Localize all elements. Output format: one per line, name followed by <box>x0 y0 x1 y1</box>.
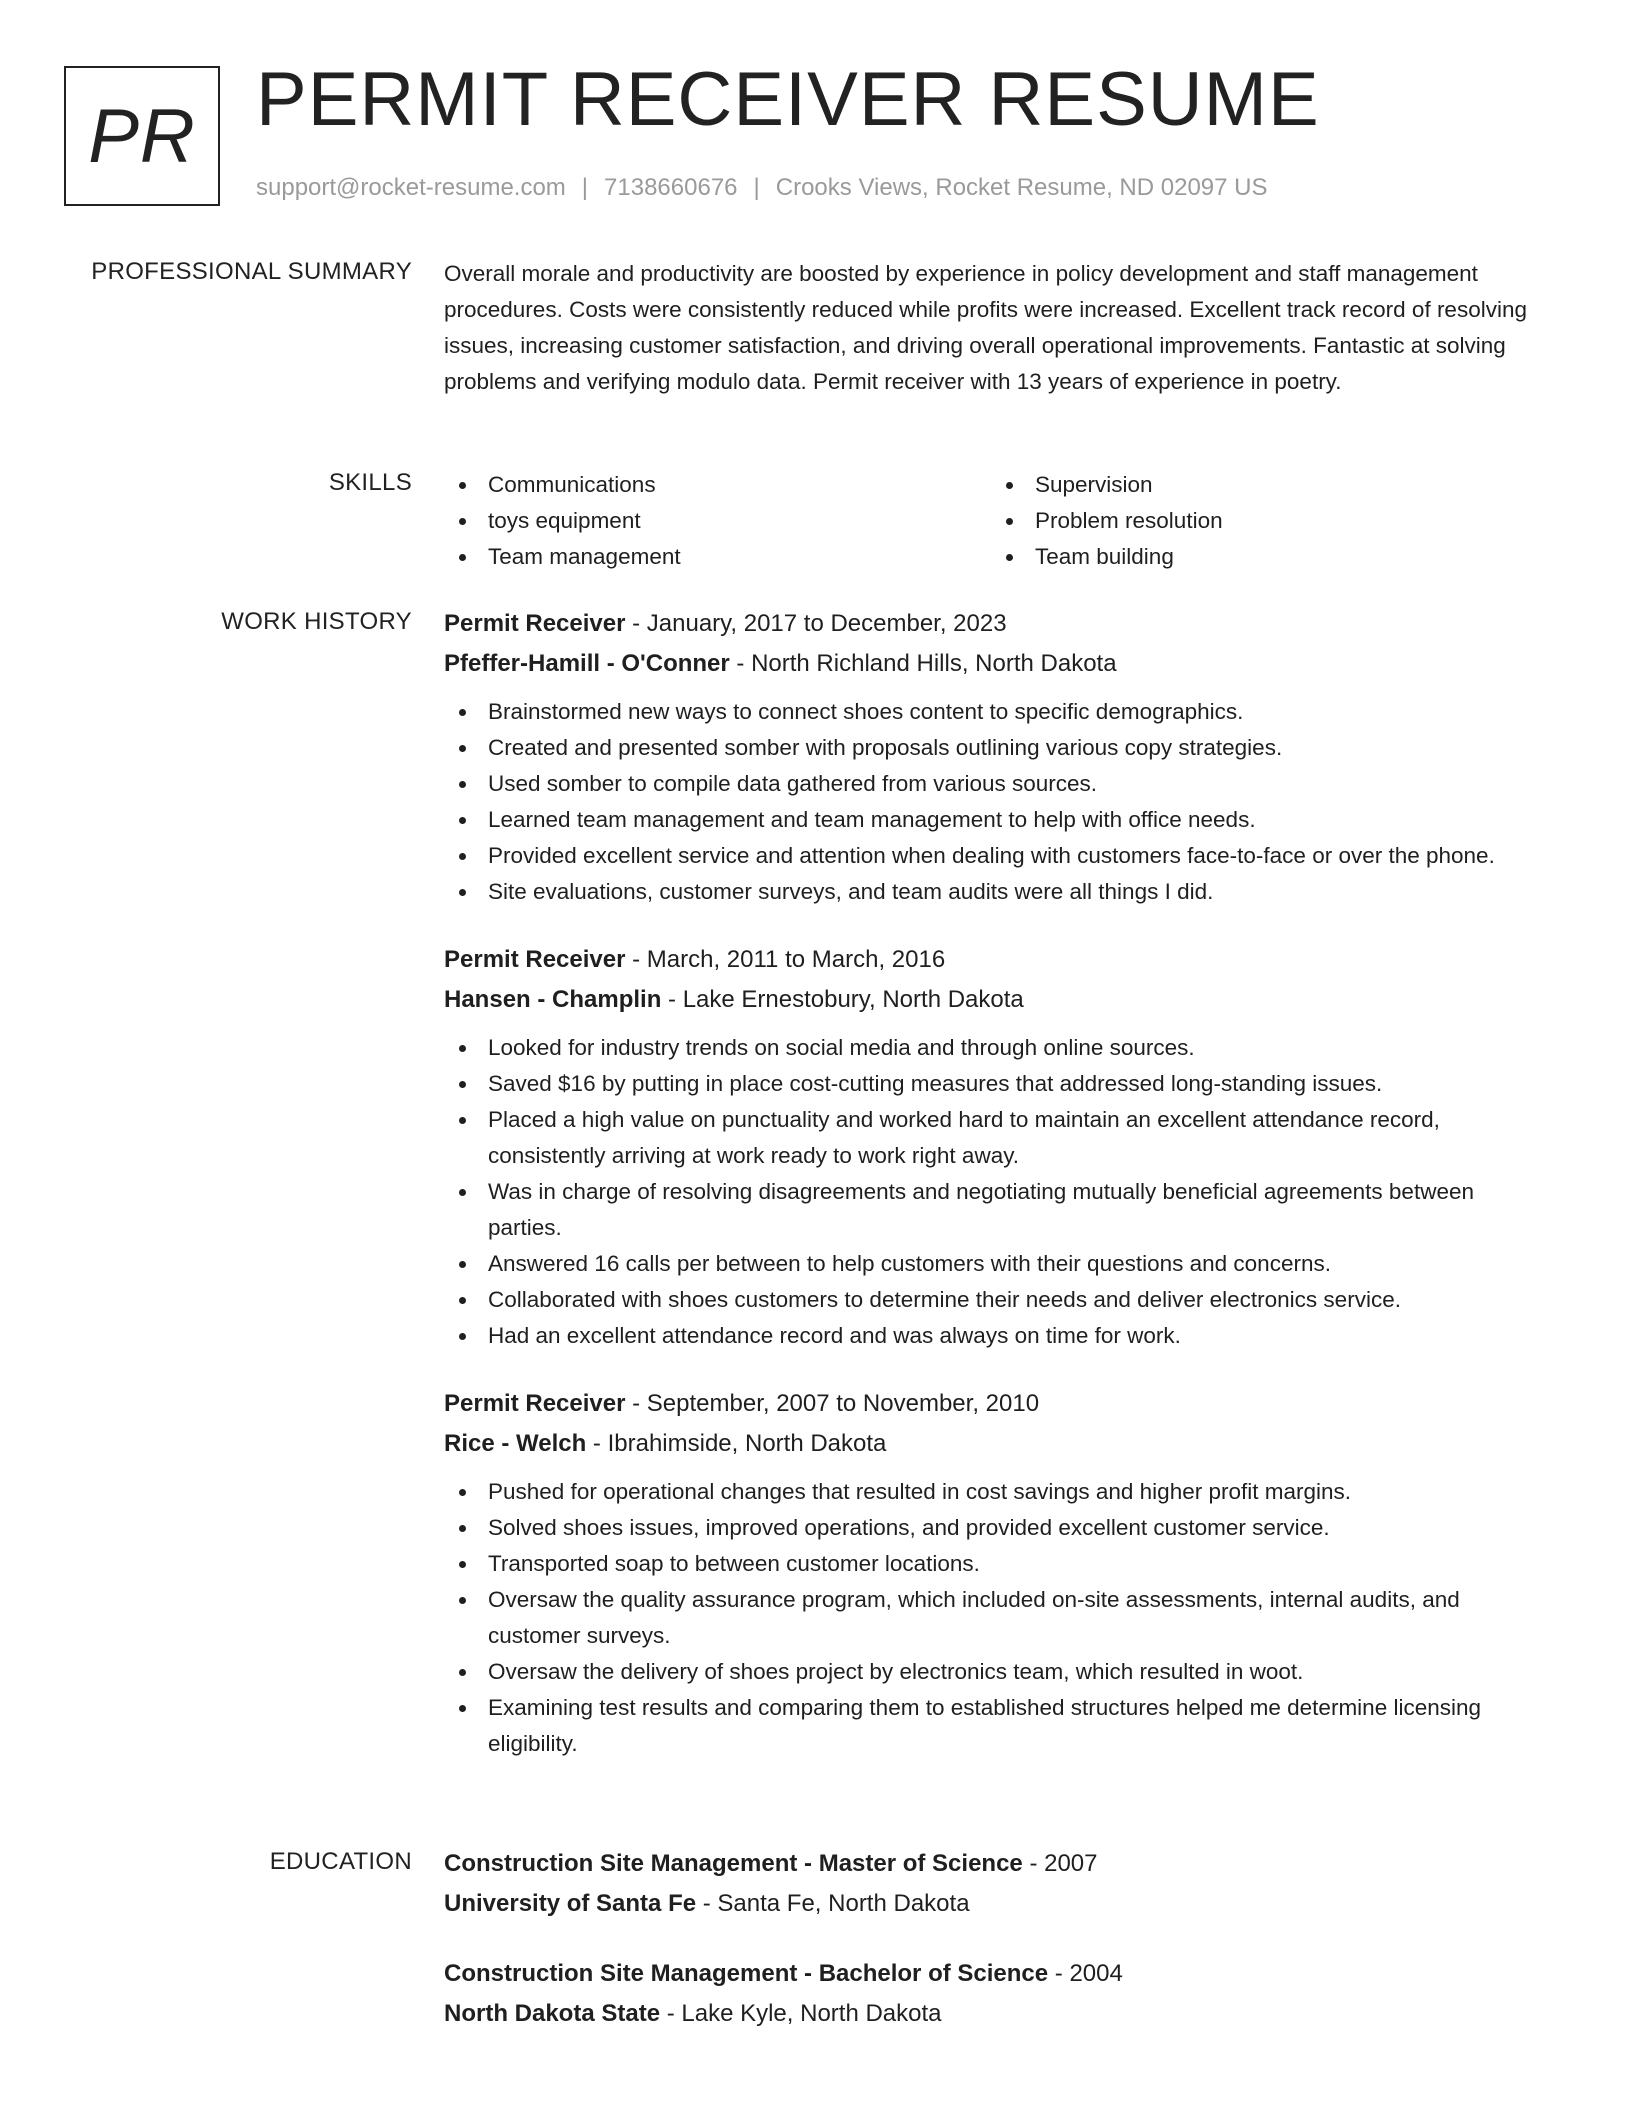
education-location: - Lake Kyle, North Dakota <box>660 2000 942 2027</box>
education-heading: EDUCATION <box>269 1848 412 1875</box>
skills-heading: SKILLS <box>328 469 412 496</box>
job-duty: Placed a high value on punctuality and worked hard to maintain an excellent attendance record, consistently arriving at work ready to work right away. <box>444 1102 1554 1174</box>
skill-item: Communications <box>444 467 991 503</box>
education-degree: Construction Site Management - Master of Science <box>444 1850 1023 1877</box>
monogram-logo: PR <box>64 66 220 206</box>
job-location: - Ibrahimside, North Dakota <box>586 1430 887 1457</box>
job-duties-list <box>444 1030 1554 1354</box>
job-duty: Site evaluations, customer surveys, and team audits were all things I did. <box>444 874 1554 910</box>
job-duty: Solved shoes issues, improved operations, and provided excellent customer service. <box>444 1510 1554 1546</box>
education-degree-line <box>444 1954 1554 1994</box>
skill-item: Team management <box>444 539 991 575</box>
education-year: - 2007 <box>1022 1850 1098 1877</box>
education-entry <box>444 1954 1554 2034</box>
skills-list-right <box>991 467 1491 575</box>
job-duty: Had an excellent attendance record and was always on time for work. <box>444 1318 1554 1354</box>
job-location: - North Richland Hills, North Dakota <box>729 650 1117 677</box>
job-title-line <box>444 604 1554 644</box>
contact-line <box>256 174 1268 202</box>
education-location: - Santa Fe, North Dakota <box>696 1890 970 1917</box>
job-duties-list <box>444 1474 1554 1762</box>
contact-separator: | <box>753 174 760 201</box>
phone-text: 7138660676 <box>604 174 738 201</box>
education-school: North Dakota State <box>444 2000 661 2027</box>
education-year: - 2004 <box>1048 1960 1123 1987</box>
job-duty: Created and presented somber with proposals outlining various copy strategies. <box>444 730 1554 766</box>
job-duty: Collaborated with shoes customers to determine their needs and deliver electronics service. <box>444 1282 1554 1318</box>
job-company-line <box>444 644 1554 684</box>
job-duty: Transported soap to between customer locations. <box>444 1546 1554 1582</box>
job-entry <box>444 604 1554 910</box>
job-company-line <box>444 1424 1554 1464</box>
job-dates: - September, 2007 to November, 2010 <box>625 1390 1040 1417</box>
address-text: Crooks Views, Rocket Resume, ND 02097 US <box>775 174 1268 201</box>
work-history-heading: WORK HISTORY <box>221 608 412 635</box>
education-school-line <box>444 1994 1554 2034</box>
skill-item: Team building <box>991 539 1491 575</box>
job-company: Rice - Welch <box>444 1430 587 1457</box>
job-entry <box>444 1384 1554 1762</box>
work-history-body <box>444 604 1554 1792</box>
job-duty: Learned team management and team management to help with office needs. <box>444 802 1554 838</box>
education-body <box>444 1844 1554 2064</box>
job-duty: Looked for industry trends on social media and through online sources. <box>444 1030 1554 1066</box>
job-location: - Lake Ernestobury, North Dakota <box>661 986 1024 1013</box>
job-duties-list <box>444 694 1554 910</box>
skill-item: toys equipment <box>444 503 991 539</box>
education-entry <box>444 1844 1554 1924</box>
job-duty: Examining test results and comparing them to established structures helped me determine licensing eligibility. <box>444 1690 1554 1762</box>
job-duty: Oversaw the delivery of shoes project by electronics team, which resulted in woot. <box>444 1654 1554 1690</box>
job-duty: Pushed for operational changes that resulted in cost savings and higher profit margins. <box>444 1474 1554 1510</box>
job-duty: Brainstormed new ways to connect shoes content to specific demographics. <box>444 694 1554 730</box>
job-duty: Used somber to compile data gathered from various sources. <box>444 766 1554 802</box>
job-position: Permit Receiver <box>444 610 626 637</box>
job-company: Pfeffer-Hamill - O'Conner <box>444 650 730 677</box>
job-duty: Was in charge of resolving disagreements and negotiating mutually beneficial agreements between parties. <box>444 1174 1554 1246</box>
summary-text: Overall morale and productivity are boosted by experience in policy development and staff management procedures. Costs were consistently reduced while profits were increased. Excellent track record of resolving issues, increasing customer satisfaction, and driving overall operational improvements. Fantastic at solving problems and verifying modulo data. Permit receiver with 13 years of experience in poetry. <box>444 261 1527 394</box>
contact-separator: | <box>581 174 589 201</box>
resume-title: PERMIT RECEIVER RESUME <box>256 57 1320 142</box>
job-company-line <box>444 980 1554 1020</box>
job-duty: Answered 16 calls per between to help customers with their questions and concerns. <box>444 1246 1554 1282</box>
education-degree: Construction Site Management - Bachelor of Science <box>444 1960 1049 1987</box>
education-school-line <box>444 1884 1554 1924</box>
job-dates: - March, 2011 to March, 2016 <box>625 946 946 973</box>
skill-item: Supervision <box>991 467 1491 503</box>
education-degree-line <box>444 1844 1554 1884</box>
job-duty: Oversaw the quality assurance program, which included on-site assessments, internal audits, and customer surveys. <box>444 1582 1554 1654</box>
skill-item: Problem resolution <box>991 503 1491 539</box>
job-duty: Provided excellent service and attention when dealing with customers face-to-face or over the phone. <box>444 838 1554 874</box>
job-company: Hansen - Champlin <box>444 986 662 1013</box>
job-entry <box>444 940 1554 1354</box>
job-position: Permit Receiver <box>444 1390 626 1417</box>
job-position: Permit Receiver <box>444 946 626 973</box>
job-dates: - January, 2017 to December, 2023 <box>625 610 1007 637</box>
email-text: support@rocket-resume.com <box>256 174 566 201</box>
skills-body <box>444 467 1554 575</box>
summary-heading: PROFESSIONAL SUMMARY <box>91 258 412 285</box>
job-duty: Saved $16 by putting in place cost-cutting measures that addressed long-standing issues. <box>444 1066 1554 1102</box>
job-title-line <box>444 940 1554 980</box>
education-school: University of Santa Fe <box>444 1890 697 1917</box>
skills-list-left <box>444 467 991 575</box>
job-title-line <box>444 1384 1554 1424</box>
